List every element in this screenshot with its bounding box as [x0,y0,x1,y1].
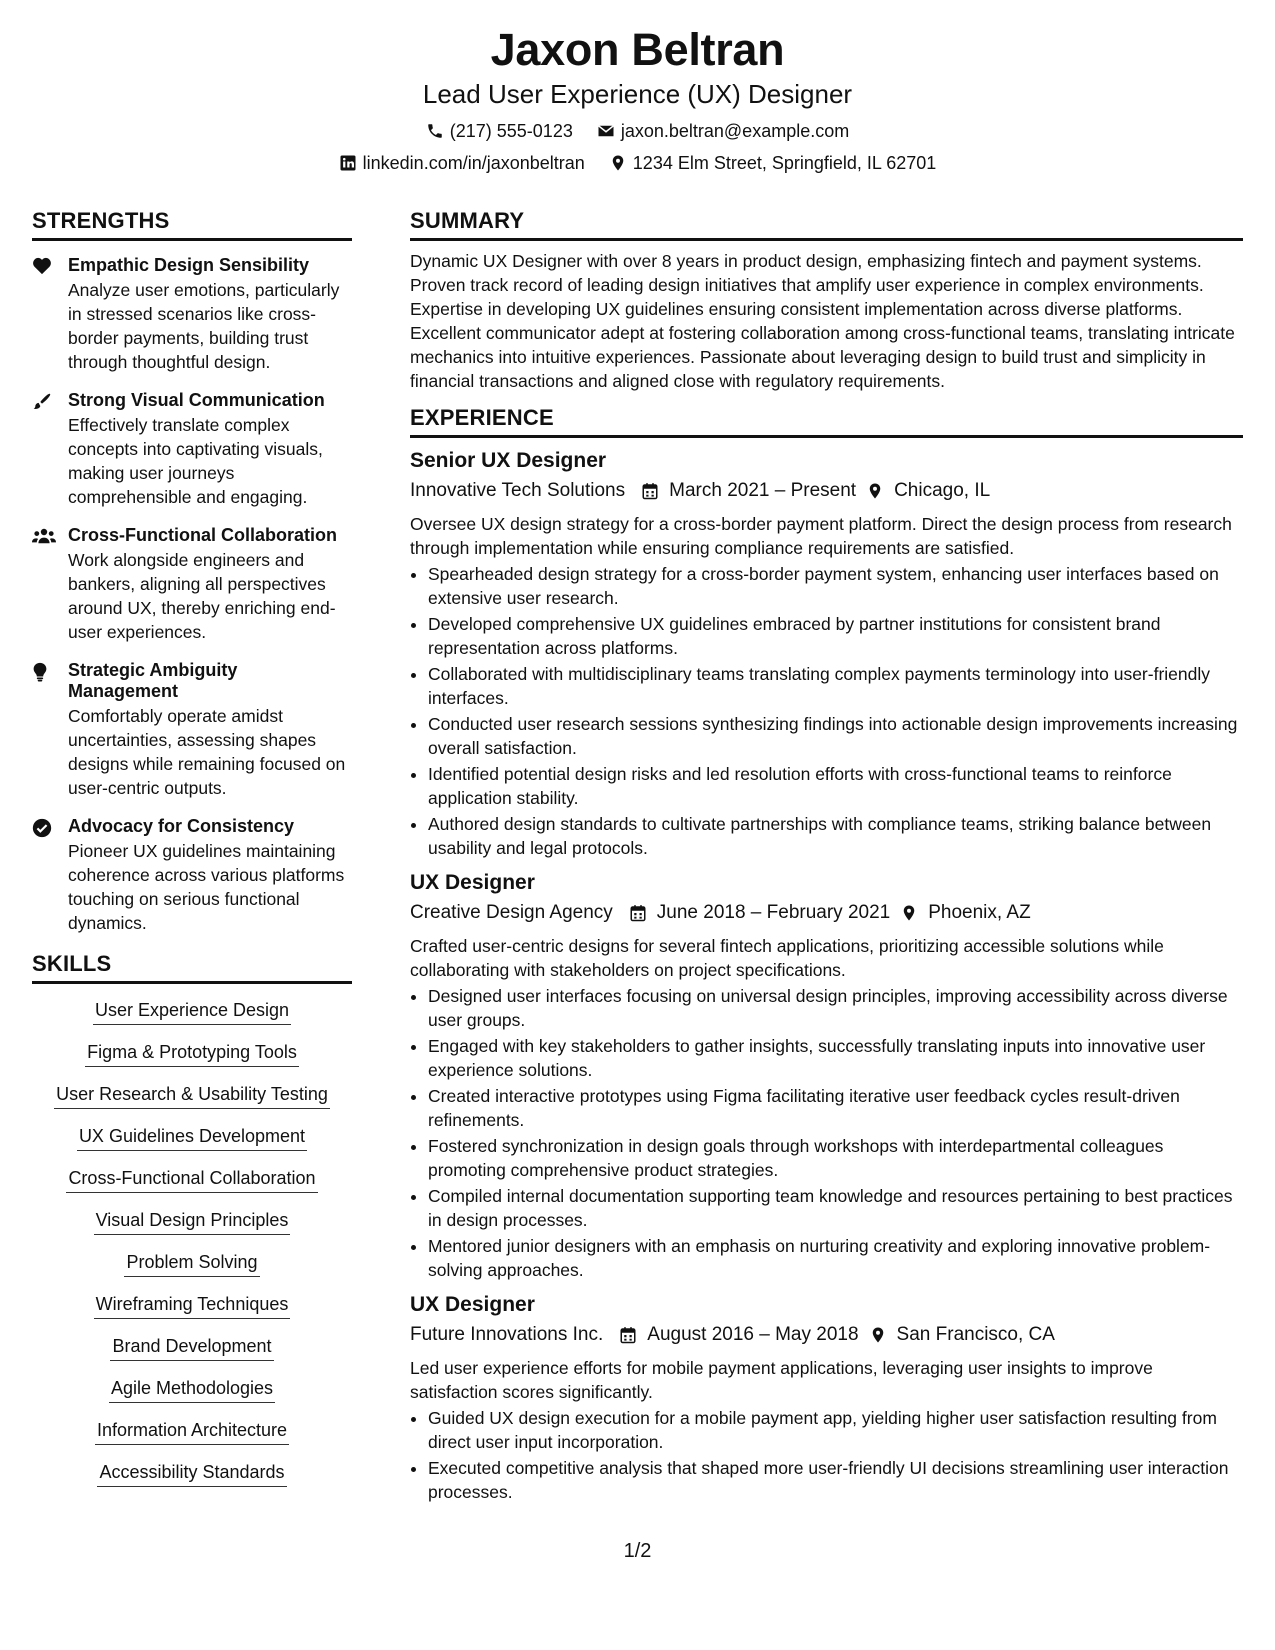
skills-heading: SKILLS [32,951,352,984]
skill-label: Wireframing Techniques [94,1292,291,1319]
job-entry [410,1292,1243,1504]
job-meta [410,1322,1243,1348]
skill-item [32,1376,352,1403]
skill-label: Figma & Prototyping Tools [85,1040,299,1067]
job-dates: August 2016 – May 2018 [647,1324,859,1345]
strength-item [32,390,352,509]
job-description: Oversee UX design strategy for a cross-border payment platform. Direct the design process from research through implementation while ensuring compliance requirements are satisfied. [410,514,1232,558]
skill-item [32,1208,352,1235]
map-marker-icon [866,482,884,500]
page-number: 1/2 [623,1540,652,1562]
job-title: UX Designer [410,1293,535,1316]
paintbrush-icon [32,392,52,412]
job-bullets [410,562,1243,860]
skill-item [32,1124,352,1151]
bullet-item: • Collaborated with multidisciplinary teams translating complex payments terminology into user-friendly interfaces. [428,662,1243,710]
strength-item [32,525,352,644]
calendar-icon [641,482,659,500]
skill-item [32,1082,352,1109]
strengths-list [32,255,352,935]
job-description: Led user experience efforts for mobile payment applications, leveraging user insights to improve satisfaction scores significantly. [410,1358,1153,1402]
skill-label: Agile Methodologies [109,1376,275,1403]
left-column [32,208,352,1506]
strength-desc: Work alongside engineers and bankers, aligning all perspectives around UX, thereby enriching end-user experiences. [68,550,336,642]
map-marker-icon [900,904,918,922]
envelope-icon [597,122,615,140]
strength-title: Strategic Ambiguity Management [68,660,238,701]
calendar-icon [629,904,647,922]
bullet-item: • Authored design standards to cultivate partnerships with compliance teams, striking balance between usability and legal protocols. [428,812,1243,860]
skill-label: Brand Development [110,1334,273,1361]
phone-icon [426,122,444,140]
heart-icon [32,257,52,275]
strength-desc: Effectively translate complex concepts into captivating visuals, making user journeys comprehensible and engaging. [68,415,323,507]
job-meta [410,900,1243,926]
map-marker-icon [869,1326,887,1344]
map-marker-icon [609,154,627,172]
linkedin-icon [339,154,357,172]
skill-label: UX Guidelines Development [77,1124,307,1151]
skill-item [32,1418,352,1445]
bullet-item: • Designed user interfaces focusing on universal design principles, improving accessibility across diverse user groups. [428,984,1243,1032]
experience-heading: EXPERIENCE [410,405,1243,438]
linkedin-contact[interactable] [339,152,585,174]
job-bullets [410,1406,1243,1504]
skill-label: User Experience Design [93,998,291,1025]
job-company: Future Innovations Inc. [410,1324,604,1345]
skill-item [32,1040,352,1067]
summary-heading: SUMMARY [410,208,1243,241]
bullet-item: • Guided UX design execution for a mobile payment app, yielding higher user satisfaction resulting from direct user input incorporation. [428,1406,1243,1454]
skill-label: Problem Solving [124,1250,259,1277]
check-circle-icon [32,818,52,838]
bullet-item: • Compiled internal documentation supporting team knowledge and resources pertaining to best practices in design processes. [428,1184,1243,1232]
email-text: jaxon.beltran@example.com [620,121,850,141]
skill-item [32,1292,352,1319]
skill-item [32,1460,352,1487]
job-bullets [410,984,1243,1282]
email-contact[interactable] [597,120,849,142]
skill-label: Information Architecture [95,1418,289,1445]
calendar-icon [619,1326,637,1344]
bullet-item: • Spearheaded design strategy for a cross-border payment system, enhancing user interfaces based on extensive user research. [428,562,1243,610]
job-entry [410,448,1243,860]
job-title: Senior UX Designer [410,449,607,472]
strengths-heading: STRENGTHS [32,208,352,241]
address-contact [609,152,937,174]
contact-row-2 [0,152,1275,174]
bullet-item: • Mentored junior designers with an emphasis on nurturing creativity and exploring innovative problem-solving approaches. [428,1234,1243,1282]
bullet-item: • Identified potential design risks and led resolution efforts with cross-functional teams to reinforce application stability. [428,762,1243,810]
skill-label: User Research & Usability Testing [54,1082,330,1109]
strength-title: Advocacy for Consistency [68,816,295,836]
linkedin-text: linkedin.com/in/jaxonbeltran [362,153,585,173]
strength-desc: Comfortably operate amidst uncertainties, assessing shapes designs while remaining focused on user-centric outputs. [68,706,346,798]
strength-desc: Pioneer UX guidelines maintaining coherence across various platforms touching on serious functional dynamics. [68,841,345,933]
skill-item [32,1250,352,1277]
resume-body [32,208,1243,1506]
job-title: UX Designer [410,871,535,894]
skill-label: Visual Design Principles [94,1208,291,1235]
users-icon [32,527,56,545]
bullet-item: • Conducted user research sessions synthesizing findings into actionable design improvements increasing overall satisfaction. [428,712,1243,760]
skill-label: Accessibility Standards [97,1460,286,1487]
summary-text: Dynamic UX Designer with over 8 years in product design, emphasizing fintech and payment systems. Proven track record of leading design initiatives that amplify user experience in complex environments. Expertise in developing UX guidelines ensuring consistent implementation across diverse platforms. Excellent communicator adept at fostering collaboration among cross-functional teams, translating intricate mechanics into intuitive experiences. Passionate about leveraging design to build trust and simplicity in financial transactions and aligned close with regulatory requirements. [410,251,1235,391]
skill-item [32,998,352,1025]
bullet-item: • Fostered synchronization in design goals through workshops with interdepartmental colleagues promoting comprehensive product strategies. [428,1134,1243,1182]
candidate-name: Jaxon Beltran [490,24,785,75]
job-company: Innovative Tech Solutions [410,480,626,501]
job-dates: March 2021 – Present [669,480,857,501]
phone-contact[interactable] [426,120,573,142]
bullet-item: • Executed competitive analysis that shaped more user-friendly UI decisions streamlining user interaction processes. [428,1456,1243,1504]
job-location: Chicago, IL [894,480,991,501]
phone-text: (217) 555-0123 [449,121,573,141]
candidate-title: Lead User Experience (UX) Designer [422,79,853,109]
strength-title: Strong Visual Communication [68,390,325,410]
job-company: Creative Design Agency [410,902,613,923]
job-location: San Francisco, CA [896,1324,1055,1345]
job-entry [410,870,1243,1282]
resume-header [0,0,1275,174]
skill-item [32,1334,352,1361]
right-column [410,208,1243,1506]
job-dates: June 2018 – February 2021 [656,902,891,923]
bullet-item: • Engaged with key stakeholders to gather insights, successfully translating inputs into innovative user experience solutions. [428,1034,1243,1082]
strength-item [32,255,352,374]
job-description: Crafted user-centric designs for several fintech applications, prioritizing accessible solutions while collaborating with stakeholders on project specifications. [410,936,1164,980]
job-meta [410,478,1243,504]
address-text: 1234 Elm Street, Springfield, IL 62701 [632,153,937,173]
strength-item [32,816,352,935]
strength-item [32,660,352,800]
strength-title: Empathic Design Sensibility [68,255,310,275]
skill-item [32,1166,352,1193]
strength-title: Cross-Functional Collaboration [68,525,338,545]
strength-desc: Analyze user emotions, particularly in stressed scenarios like cross-border payments, building trust through thoughtful design. [68,280,340,372]
job-location: Phoenix, AZ [928,902,1031,923]
bullet-item: • Developed comprehensive UX guidelines embraced by partner institutions for consistent brand representation across platforms. [428,612,1243,660]
skills-list [32,998,352,1487]
lightbulb-icon [32,662,48,682]
skill-label: Cross-Functional Collaboration [66,1166,317,1193]
bullet-item: • Created interactive prototypes using Figma facilitating iterative user feedback cycles result-driven refinements. [428,1084,1243,1132]
contact-row-1 [0,120,1275,142]
